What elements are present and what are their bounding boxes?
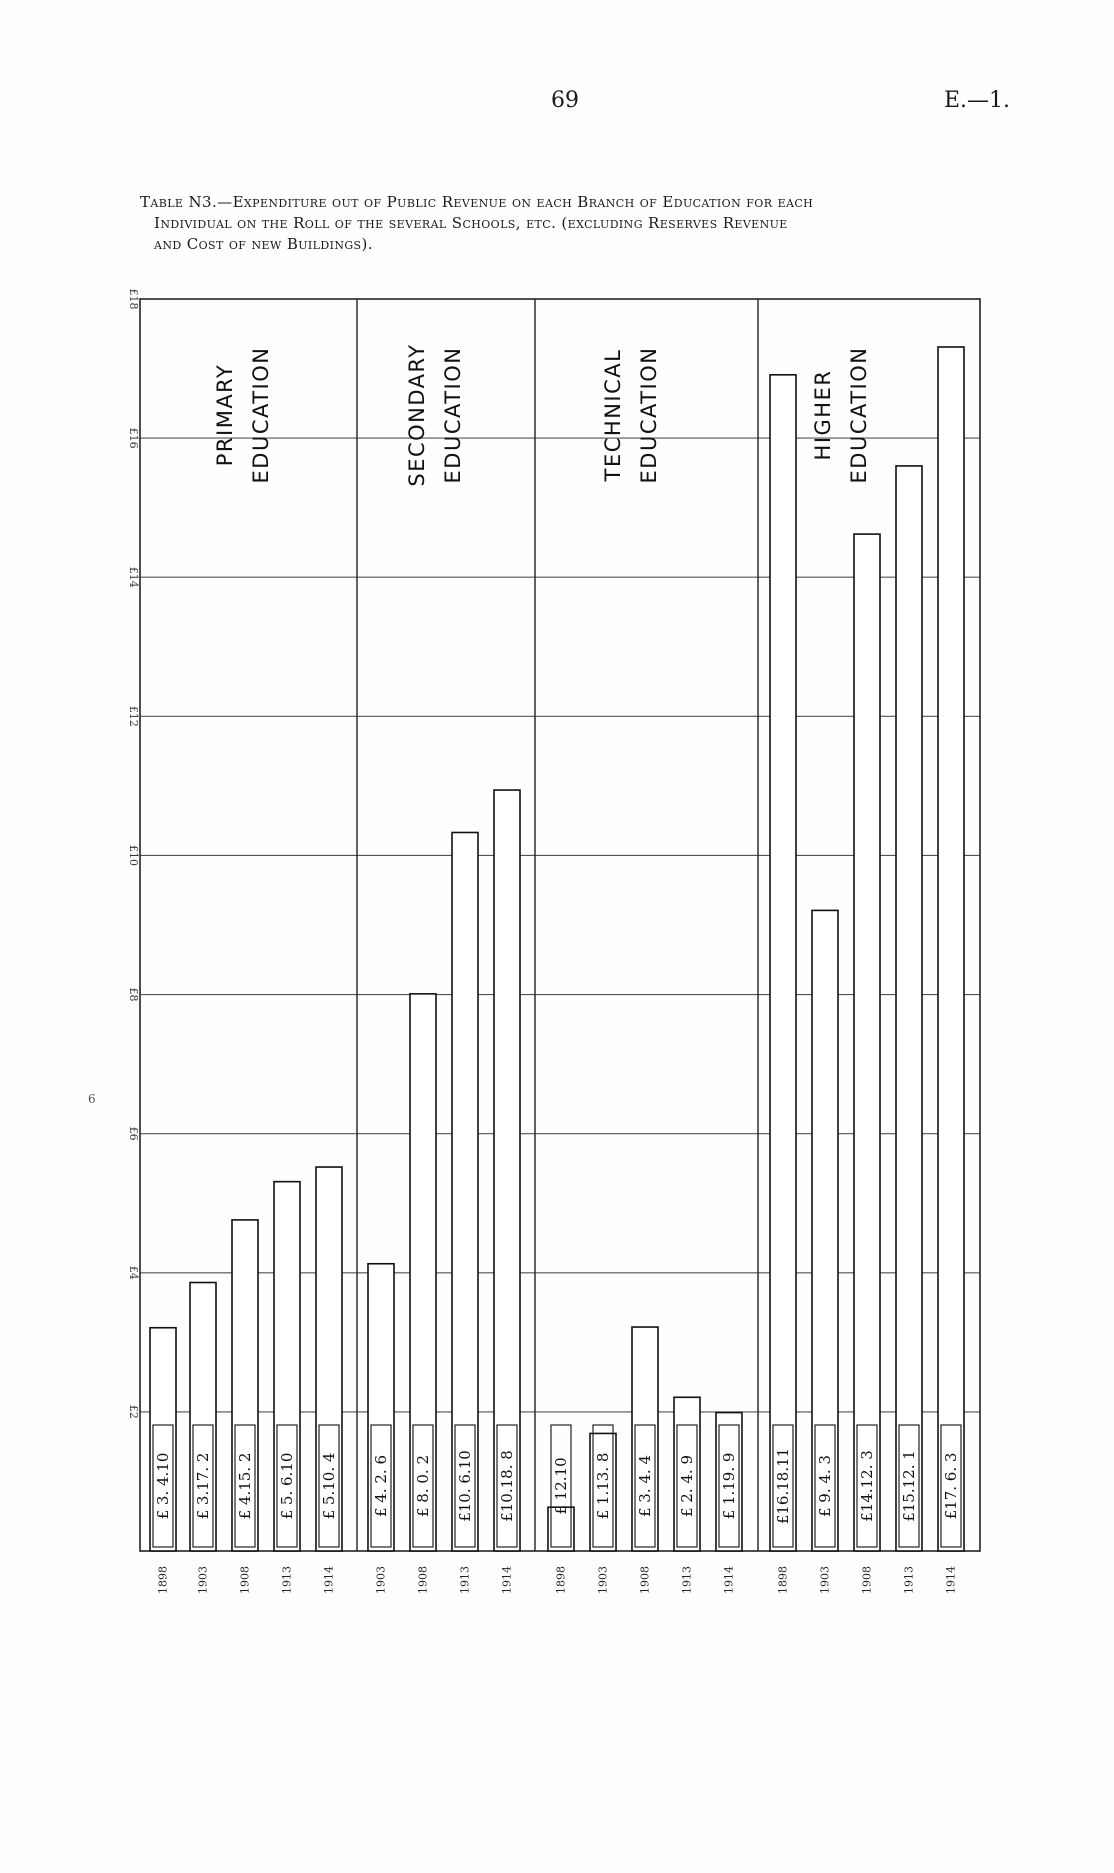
group-label-line-2: EDUCATION xyxy=(637,346,661,484)
year-label: 1898 xyxy=(554,1566,568,1594)
year-label: 1898 xyxy=(776,1566,790,1594)
year-label: 1908 xyxy=(860,1566,874,1594)
group-label-line-2: EDUCATION xyxy=(249,346,273,484)
value-tick-label: £4 xyxy=(127,1265,140,1280)
year-label: 1914 xyxy=(722,1566,736,1594)
bar-value-label: £ 2. 4. 9 xyxy=(678,1454,696,1518)
value-tick-label: £14 xyxy=(127,566,140,588)
bar xyxy=(896,466,922,1551)
document-reference: E.—1. xyxy=(943,88,1010,113)
bar-value-label: £10.18. 8 xyxy=(498,1450,516,1522)
bar-value-label: £ 5. 6.10 xyxy=(278,1452,296,1520)
year-label: 1913 xyxy=(280,1566,294,1594)
bar xyxy=(938,347,964,1551)
bar-value-label: £16.18.11 xyxy=(774,1447,792,1525)
bar-value-label: £ 3. 4.10 xyxy=(154,1452,172,1520)
group-label-line-1: SECONDARY xyxy=(405,343,429,487)
group-label-line-1: TECHNICAL xyxy=(601,348,625,482)
bar-value-label: £ 9. 4. 3 xyxy=(816,1454,834,1518)
year-label: 1913 xyxy=(458,1566,472,1594)
page-number: 69 xyxy=(551,88,579,113)
bar-group-secondary xyxy=(368,343,520,1594)
bar-group-primary xyxy=(150,347,342,1594)
caption-line-2: Individual on the Roll of the several Schools, etc. (excluding Reserves Revenue xyxy=(154,214,788,232)
bar-value-label: £10. 6.10 xyxy=(456,1450,474,1522)
value-tick-label: £12 xyxy=(127,705,140,727)
bar xyxy=(494,790,520,1551)
group-label-line-1: PRIMARY xyxy=(213,363,237,467)
value-tick-label: £6 xyxy=(127,1126,140,1141)
value-tick-label: £10 xyxy=(127,844,140,866)
bar-value-label: £ 3.17. 2 xyxy=(194,1452,212,1520)
bar-value-label: £ 12.10 xyxy=(552,1457,570,1515)
year-label: 1908 xyxy=(638,1566,652,1594)
year-label: 1913 xyxy=(902,1566,916,1594)
group-label-line-1: HIGHER xyxy=(811,369,835,461)
bar-value-label: £ 5.10. 4 xyxy=(320,1452,338,1520)
bar-value-label: £ 1.13. 8 xyxy=(594,1452,612,1520)
bar-value-label: £15.12. 1 xyxy=(900,1450,918,1522)
year-label: 1898 xyxy=(156,1566,170,1594)
bar-value-label: £ 8. 0. 2 xyxy=(414,1454,432,1518)
bar-value-label: £ 4.15. 2 xyxy=(236,1452,254,1520)
value-tick-label: £8 xyxy=(127,987,140,1002)
bar xyxy=(770,375,796,1551)
value-tick-label: £18 xyxy=(127,288,140,310)
bar-group-technical xyxy=(548,347,742,1594)
caption-line-3: and Cost of new Buildings). xyxy=(154,235,373,253)
value-tick-label: £16 xyxy=(127,427,140,449)
bar xyxy=(812,910,838,1551)
stray-print-mark: 6 xyxy=(88,1092,96,1106)
value-tick-label: £2 xyxy=(127,1404,140,1419)
bar-value-label: £ 1.19. 9 xyxy=(720,1452,738,1520)
bar-value-label: £17. 6. 3 xyxy=(942,1452,960,1520)
group-label-line-2: EDUCATION xyxy=(441,346,465,484)
caption-line-1: Table N3.—Expenditure out of Public Revenue on each Branch of Education for each xyxy=(140,193,814,211)
year-label: 1914 xyxy=(500,1566,514,1594)
year-label: 1903 xyxy=(196,1566,210,1594)
bar-value-label: £ 4. 2. 6 xyxy=(372,1454,390,1518)
year-label: 1908 xyxy=(416,1566,430,1594)
bar xyxy=(452,832,478,1551)
year-label: 1908 xyxy=(238,1566,252,1594)
year-label: 1903 xyxy=(596,1566,610,1594)
year-label: 1913 xyxy=(680,1566,694,1594)
bar-value-label: £ 3. 4. 4 xyxy=(636,1454,654,1518)
bar-value-label: £14.12. 3 xyxy=(858,1450,876,1522)
year-label: 1903 xyxy=(818,1566,832,1594)
year-label: 1914 xyxy=(322,1566,336,1594)
year-label: 1914 xyxy=(944,1566,958,1594)
group-label-line-2: EDUCATION xyxy=(847,346,871,484)
year-label: 1903 xyxy=(374,1566,388,1594)
bar-group-higher xyxy=(770,347,964,1594)
bar xyxy=(854,534,880,1551)
